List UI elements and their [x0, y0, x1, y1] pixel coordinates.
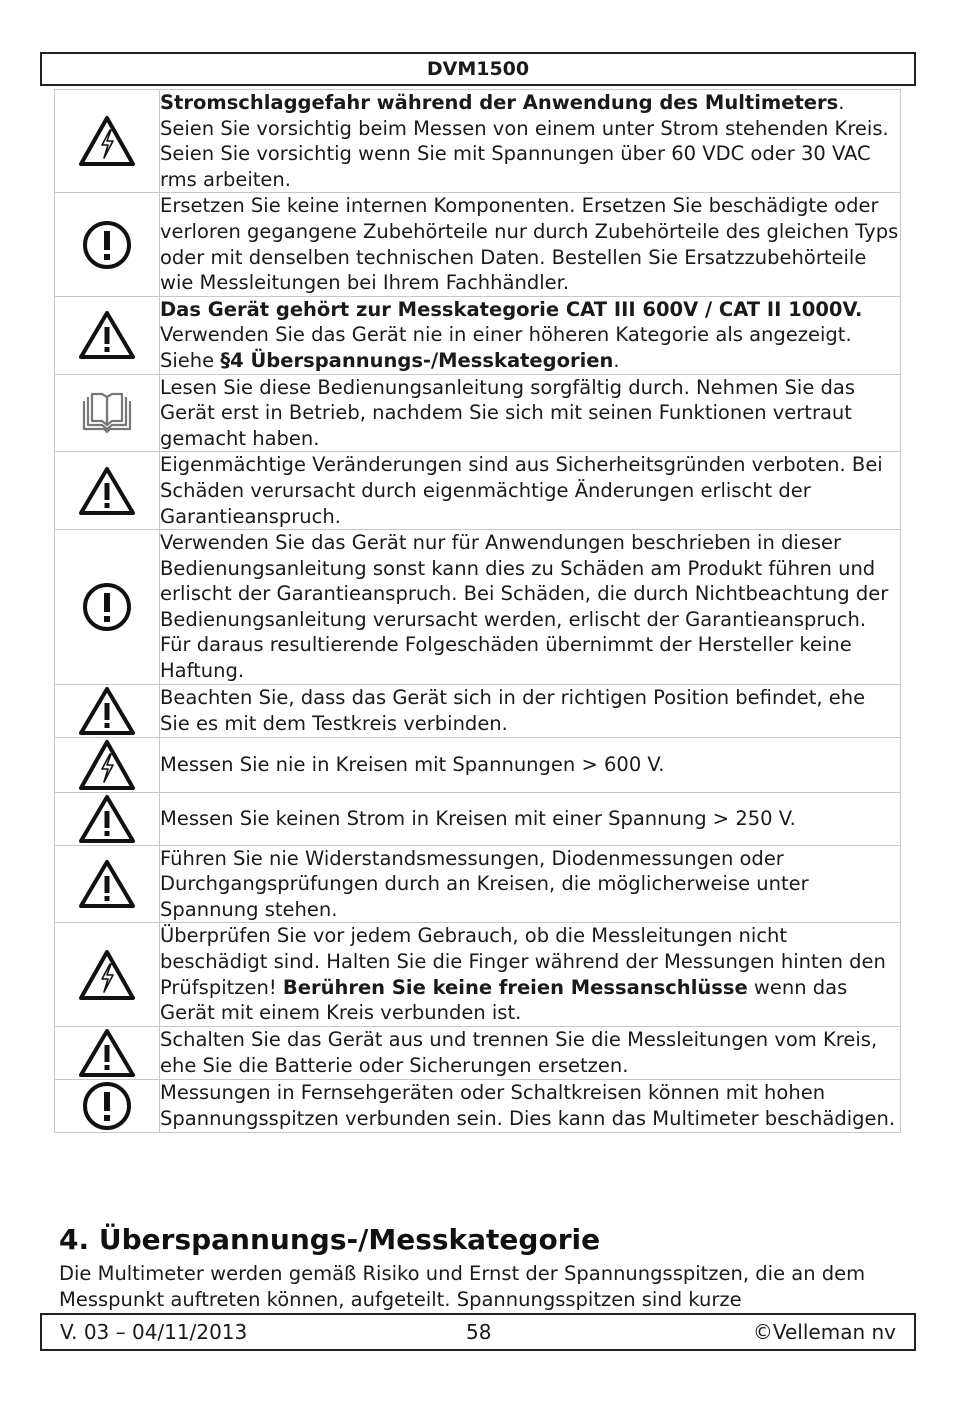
instruction-text	[160, 1079, 901, 1132]
footer-copyright: ©Velleman nv	[752, 1320, 896, 1344]
instruction-text	[160, 193, 901, 296]
page-footer	[40, 1313, 916, 1351]
warning-triangle-icon	[55, 1027, 159, 1079]
instruction-text	[160, 374, 901, 452]
text-segment: . Seien Sie vorsichtig beim Messen von einem unter Strom stehenden Kreis. Seien Sie vorsichtig wenn Sie mit Spannungen über 60 VDC oder 30 VAC rms arbeiten.	[160, 91, 889, 191]
text-segment: Messungen in Fernsehgeräten oder Schaltkreisen können mit hohen Spannungsspitzen verbunden sein. Dies kann das Multimeter beschädigen.	[160, 1081, 896, 1130]
safety-row	[55, 684, 901, 737]
text-segment: Führen Sie nie Widerstandsmessungen, Diodenmessungen oder Durchgangsprüfungen durch an Kreisen, die möglicherweise unter Spannung stehen.	[160, 846, 809, 921]
instruction-text	[160, 1026, 901, 1079]
text-segment: Eigenmächtige Veränderungen sind aus Sicherheitsgründen verboten. Bei Schäden verursacht durch eigenmächtige Änderungen erlischt der Garantieanspruch.	[160, 453, 883, 528]
icon-cell	[55, 1079, 160, 1132]
electric-warning-icon	[55, 948, 159, 1002]
section-title: 4. Überspannungs-/Messkategorie	[59, 1223, 601, 1256]
text-segment: Überprüfen Sie vor jedem Gebrauch, ob die Messleitungen nicht beschädigt sind. Halten Sie die Finger während der Messungen hinten den Prüfspitzen!	[160, 924, 886, 999]
instruction-text	[160, 452, 901, 530]
emphasis-text: Das Gerät gehört zur Messkategorie CAT III 600V / CAT II 1000V.	[160, 297, 863, 321]
text-segment: Messen Sie keinen Strom in Kreisen mit einer Spannung > 250 V.	[160, 806, 796, 830]
text-segment: Lesen Sie diese Bedienungsanleitung sorgfältig durch. Nehmen Sie das Gerät erst in Betrieb, nachdem Sie sich mit seinen Funktionen vertraut gemacht haben.	[160, 375, 856, 450]
caution-circle-icon	[55, 219, 159, 271]
emphasis-text: §4 Überspannungs-/Messkategorien	[220, 348, 614, 372]
safety-row	[55, 792, 901, 845]
icon-cell	[55, 296, 160, 374]
safety-row	[55, 193, 901, 296]
text-segment: Beachten Sie, dass das Gerät sich in der richtigen Position befindet, ehe Sie es mit dem Testkreis verbinden.	[160, 686, 866, 735]
caution-circle-icon	[55, 581, 159, 633]
icon-cell	[55, 792, 160, 845]
instruction-text	[160, 530, 901, 685]
safety-instructions-table	[54, 89, 901, 1133]
text-segment: .	[613, 348, 620, 372]
safety-rows	[55, 90, 901, 1133]
icon-cell	[55, 737, 160, 792]
icon-cell	[55, 530, 160, 685]
page-header	[40, 52, 916, 86]
safety-row	[55, 90, 901, 193]
safety-row	[55, 452, 901, 530]
icon-cell	[55, 374, 160, 452]
instruction-text	[160, 296, 901, 374]
caution-circle-icon	[55, 1080, 159, 1132]
safety-row	[55, 1079, 901, 1132]
warning-triangle-icon	[55, 465, 159, 517]
icon-cell	[55, 452, 160, 530]
electric-warning-icon	[55, 114, 159, 168]
warning-triangle-icon	[55, 685, 159, 737]
icon-cell	[55, 193, 160, 296]
warning-triangle-icon	[55, 793, 159, 845]
icon-cell	[55, 1026, 160, 1079]
safety-row	[55, 923, 901, 1026]
icon-cell	[55, 845, 160, 923]
section-text: Die Multimeter werden gemäß Risiko und Ernst der Spannungsspitzen, die an dem Messpunkt auftreten können, aufgeteilt. Spannungsspitzen sind kurze	[59, 1262, 866, 1311]
safety-row	[55, 530, 901, 685]
warning-triangle-icon	[55, 309, 159, 361]
instruction-text	[160, 737, 901, 792]
instruction-text	[160, 845, 901, 923]
warning-triangle-icon	[55, 858, 159, 910]
instruction-text	[160, 792, 901, 845]
footer-version: V. 03 – 04/11/2013	[60, 1320, 248, 1344]
instruction-text	[160, 923, 901, 1026]
safety-row	[55, 296, 901, 374]
header-title: DVM1500	[426, 58, 530, 80]
icon-cell	[55, 684, 160, 737]
safety-row	[55, 374, 901, 452]
text-segment: Schalten Sie das Gerät aus und trennen Sie die Messleitungen vom Kreis, ehe Sie die Batterie oder Sicherungen ersetzen.	[160, 1028, 878, 1077]
safety-row	[55, 737, 901, 792]
text-segment: Verwenden Sie das Gerät nie in einer höheren Kategorie als angezeigt. Siehe	[160, 323, 852, 372]
safety-row	[55, 1026, 901, 1079]
instruction-text	[160, 90, 901, 193]
text-segment: wenn das Gerät mit einem Kreis verbunden ist.	[160, 975, 848, 1025]
electric-warning-icon	[55, 738, 159, 792]
icon-cell	[55, 90, 160, 193]
instruction-text	[160, 684, 901, 737]
emphasis-text: Berühren Sie keine freien Messanschlüsse	[282, 975, 748, 999]
icon-cell	[55, 923, 160, 1026]
text-segment: Ersetzen Sie keine internen Komponenten. Ersetzen Sie beschädigte oder verloren gegangene Zubehörteile nur durch Zubehörteile des gleichen Typs oder mit denselben technischen Daten. Bestellen Sie Ersatzzubehörteile wie Messleitungen bei Ihrem Fachhändler.	[160, 194, 899, 295]
footer-page-number: 58	[466, 1320, 492, 1344]
safety-row	[55, 845, 901, 923]
emphasis-text: Stromschlaggefahr während der Anwendung des Multimeters	[160, 91, 839, 114]
text-segment: Messen Sie nie in Kreisen mit Spannungen > 600 V.	[160, 752, 665, 776]
manual-book-icon	[55, 391, 159, 435]
text-segment: Verwenden Sie das Gerät nur für Anwendungen beschrieben in dieser Bedienungsanleitung sonst kann dies zu Schäden am Produkt führen und erlischt der Garantieanspruch. Bei Schäden, die durch Nichtbeachtung der Bedienungsanleitung verursacht werden, erlischt der Garantieanspruch. Für daraus resultierende Folgeschäden übernimmt der Hersteller keine Haftung.	[160, 531, 889, 683]
